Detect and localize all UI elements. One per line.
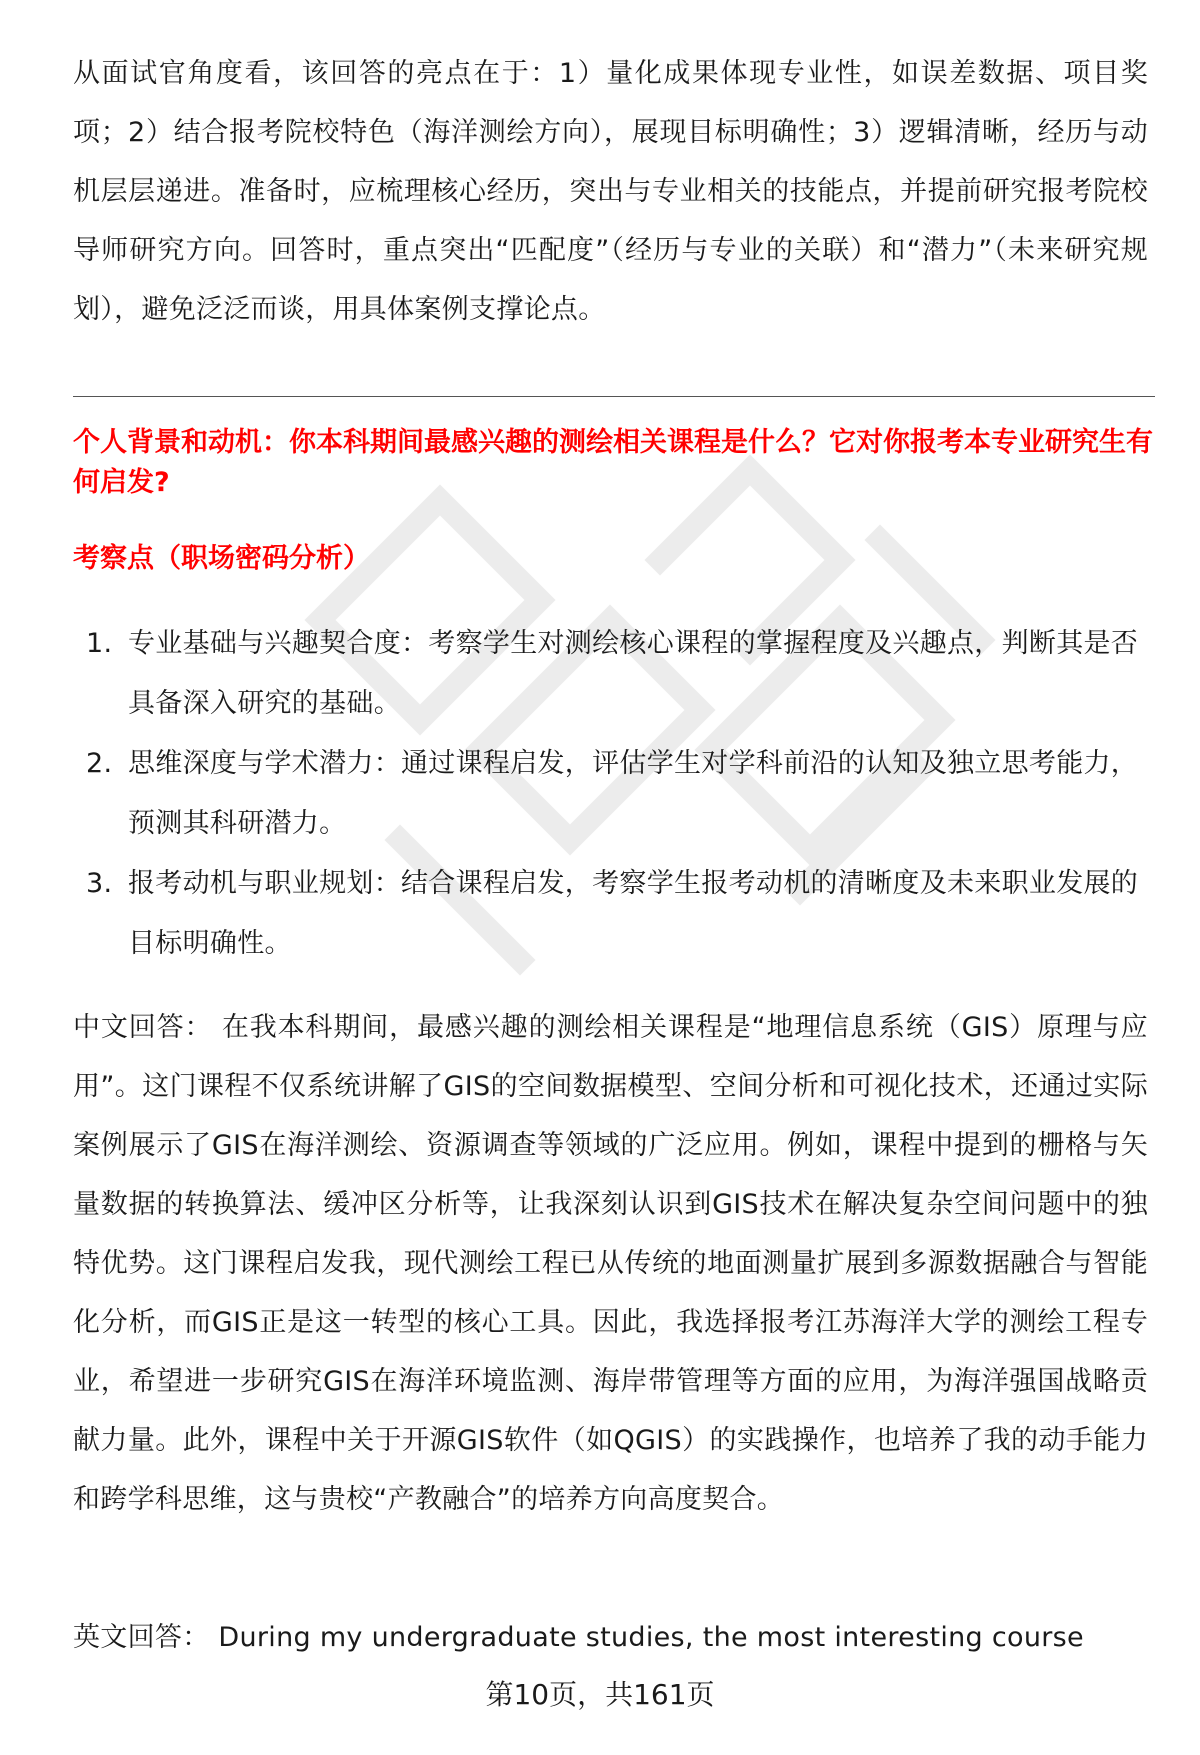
list-item-number: 1. [86, 628, 113, 659]
english-answer: 英文回答： During my undergraduate studies, the most interesting course [73, 1622, 1084, 1653]
list-item-number: 2. [86, 748, 113, 779]
list-item [73, 734, 1153, 854]
assessment-list [73, 614, 1153, 974]
chinese-answer: 中文回答： 在我本科期间，最感兴趣的测绘相关课程是“地理信息系统（GIS）原理与应用”。这门课程不仅系统讲解了GIS的空间数据模型、空间分析和可视化技术，还通过实际案例展示了GIS在海洋测绘、资源调查等领域的广泛应用。例如，课程中提到的栅格与矢量数据的转换算法、缓冲区分析等，让我深刻认识到GIS技术在解决复杂空间问题中的独特优势。这门课程启发我，现代测绘工程已从传统的地面测量扩展到多源数据融合与智能化分析，而GIS正是这一转型的核心工具。因此，我选择报考江苏海洋大学的测绘工程专业，希望进一步研究GIS在海洋环境监测、海岸带管理等方面的应用，为海洋强国战略贡献力量。此外，课程中关于开源GIS软件（如QGIS）的实践操作，也培养了我的动手能力和跨学科思维，这与贵校“产教融合”的培养方向高度契合。 [73, 1012, 1148, 1515]
list-item-text: 专业基础与兴趣契合度：考察学生对测绘核心课程的掌握程度及兴趣点，判断其是否具备深入研究的基础。 [128, 628, 1139, 719]
list-item [73, 614, 1153, 734]
list-item-text: 思维深度与学术潜力：通过课程启发，评估学生对学科前沿的认知及独立思考能力，预测其科研潜力。 [128, 748, 1139, 839]
list-item-number: 3. [86, 868, 113, 899]
list-item [73, 854, 1153, 974]
intro-paragraph: 从面试官角度看，该回答的亮点在于：1）量化成果体现专业性，如误差数据、项目奖项；2）结合报考院校特色（海洋测绘方向），展现目标明确性；3）逻辑清晰，经历与动机层层递进。准备时，应梳理核心经历，突出与专业相关的技能点，并提前研究报考院校导师研究方向。回答时，重点突出“匹配度”（经历与专业的关联）和“潜力”（未来研究规划），避免泛泛而谈，用具体案例支撑论点。 [73, 58, 1148, 325]
assessment-heading: 考察点（职场密码分析） [73, 543, 370, 574]
list-item-text: 报考动机与职业规划：结合课程启发，考察学生报考动机的清晰度及未来职业发展的目标明确性。 [128, 868, 1139, 959]
section-divider [73, 396, 1155, 397]
interview-question: 个人背景和动机：你本科期间最感兴趣的测绘相关课程是什么？它对你报考本专业研究生有何启发? [73, 427, 1153, 498]
page-number-footer: 第10页，共161页 [485, 1678, 715, 1711]
